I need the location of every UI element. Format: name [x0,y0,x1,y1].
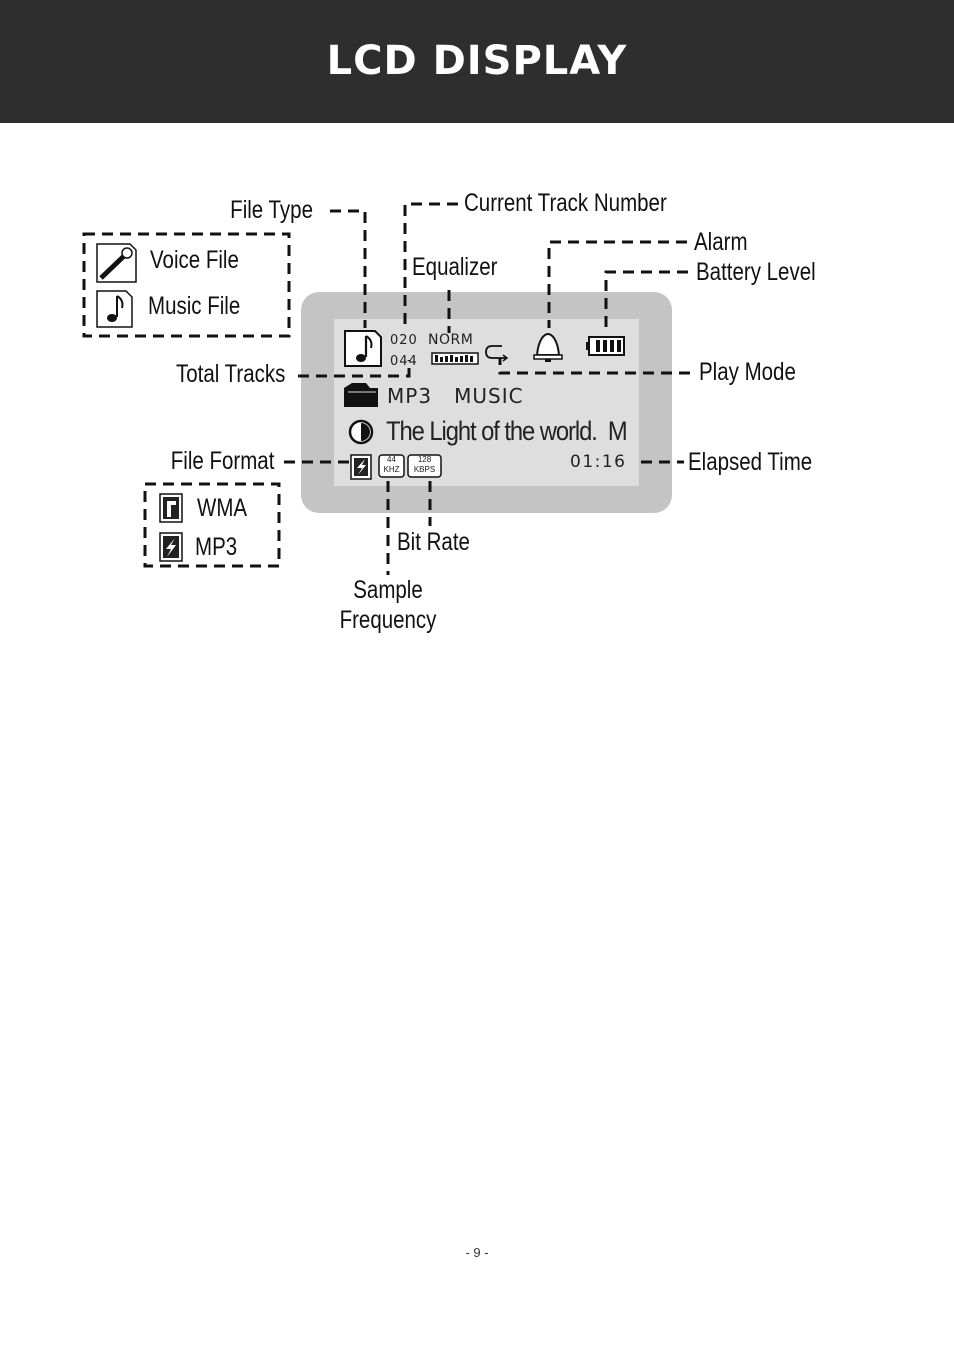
label-sample-frequency-line2: Frequency [339,606,437,634]
lcd-equalizer-bar [432,353,478,364]
label-play-mode: Play Mode [699,358,796,386]
legend-voice-file: Voice File [150,246,239,274]
music-file-icon [97,291,132,327]
legend-wma: WMA [197,494,248,522]
label-alarm: Alarm [694,228,748,256]
lcd-sample-rate-text [379,455,404,475]
lcd-current-track: 020 [390,333,418,348]
voice-file-icon [97,244,136,282]
page-title: LCD DISPLAY [326,38,628,84]
lcd-total-tracks: 044 [390,354,418,369]
lcd-eq-mode: NORM [428,332,474,348]
lcd-battery-icon [586,337,624,355]
label-file-format: File Format [170,447,274,475]
lcd-folder-text: MP3 MUSIC [387,384,524,408]
page-number: - 9 - [465,1245,489,1260]
lcd-file-type-icon [345,331,381,366]
legend-music-file: Music File [148,292,241,320]
lcd-sample-rate-value: 44 [387,455,396,464]
wma-format-icon [160,494,182,522]
label-sample-frequency-line1: Sample [353,576,423,604]
label-file-type: File Type [230,196,313,224]
lcd-song-title: The Light of the world. M [386,416,627,446]
label-elapsed-time: Elapsed Time [688,448,813,476]
legend-mp3: MP3 [195,533,238,561]
lcd-sample-rate-unit: KHZ [383,465,400,474]
label-current-track-number: Current Track Number [464,189,667,217]
label-total-tracks: Total Tracks [175,360,285,388]
label-equalizer: Equalizer [412,253,498,281]
lcd-bit-rate-text [408,455,441,475]
lcd-elapsed-time: 01:16 [570,452,627,472]
label-battery-level: Battery Level [696,258,816,286]
lcd-play-status-icon [350,421,372,443]
mp3-format-icon [160,533,182,561]
lcd-bit-rate-value: 128 [417,455,432,464]
lcd-bit-rate-unit: KBPS [413,465,436,474]
lcd-format-icon [351,455,371,479]
label-bit-rate: Bit Rate [397,528,470,556]
